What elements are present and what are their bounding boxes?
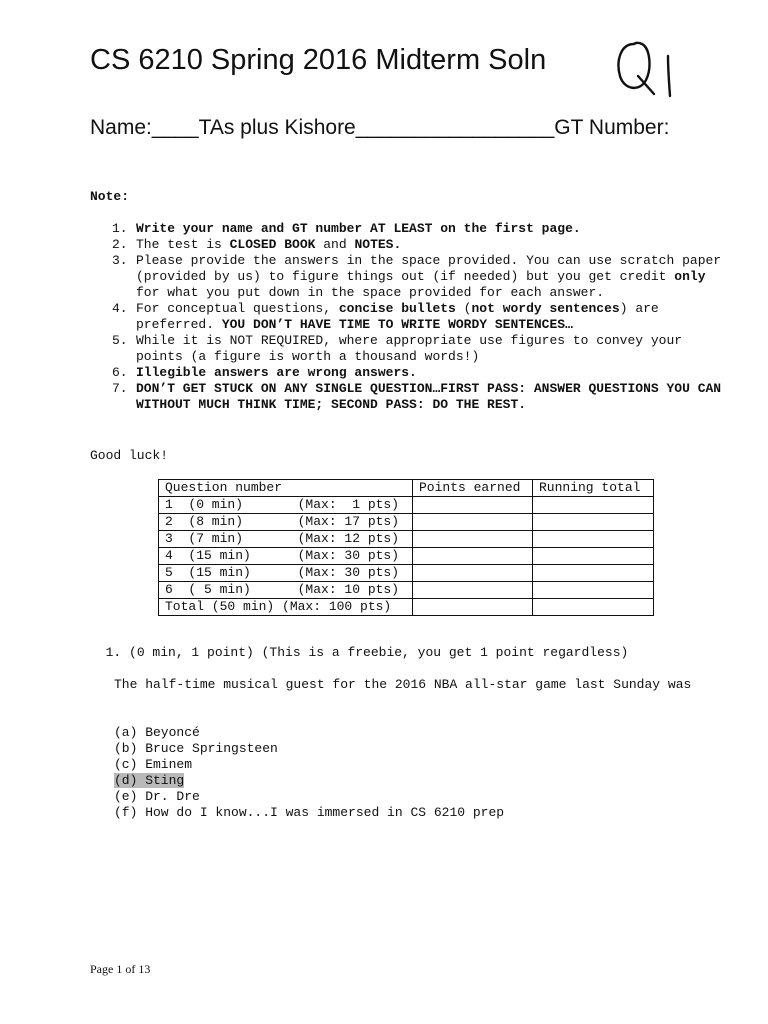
note-text-bold: DON’T GET STUCK ON ANY SINGLE QUESTION…FIRST PASS: ANSWER QUESTIONS YOU CAN WITHOUT MUCH THINK TIME; SECOND PASS: DO THE REST.	[136, 381, 722, 412]
table-row	[159, 531, 654, 548]
question-cell: 5 (15 min) (Max: 30 pts)	[159, 565, 413, 582]
note-text-bold: YOU DON’T HAVE TIME TO WRITE WORDY SENTENCES…	[221, 317, 573, 332]
header-points-earned: Points earned	[413, 480, 533, 497]
note-item	[112, 221, 726, 237]
note-item-number: 1.	[112, 221, 128, 236]
header-question-number: Question number	[159, 480, 413, 497]
note-text-bold: Illegible answers are wrong answers.	[136, 365, 417, 380]
handwritten-q1-mark	[612, 36, 678, 102]
points-earned-cell	[413, 497, 533, 514]
score-table-header-row	[159, 480, 654, 497]
note-item-text	[136, 301, 726, 333]
note-text: The test is	[136, 237, 230, 252]
name-line: Name:____TAs plus Kishore_________________GT Number:	[90, 116, 670, 139]
note-item-text	[136, 221, 726, 237]
answer-option	[90, 725, 691, 741]
note-item-text	[136, 333, 726, 365]
answer-option-text: (d) Sting	[114, 773, 185, 788]
page-title: CS 6210 Spring 2016 Midterm Soln	[90, 44, 547, 76]
answer-option	[90, 789, 691, 805]
answer-option	[90, 757, 691, 773]
running-total-cell	[533, 599, 654, 616]
note-item	[112, 253, 726, 301]
answer-option-text: (b) Bruce Springsteen	[114, 741, 278, 756]
question-cell: Total (50 min) (Max: 100 pts)	[159, 599, 413, 616]
question-1-header: 1. (0 min, 1 point) (This is a freebie, you get 1 point regardless)	[105, 645, 629, 660]
answer-option	[90, 741, 691, 757]
note-item-number: 6.	[112, 365, 128, 380]
running-total-cell	[533, 548, 654, 565]
question-1-options	[90, 725, 691, 821]
note-item-number: 4.	[112, 301, 128, 316]
note-item-text	[136, 253, 726, 301]
table-row	[159, 599, 654, 616]
note-text-bold: CLOSED BOOK	[229, 237, 316, 252]
question-cell: 2 (8 min) (Max: 17 pts)	[159, 514, 413, 531]
table-row	[159, 497, 654, 514]
score-table	[158, 479, 654, 616]
running-total-cell	[533, 531, 654, 548]
note-text-bold: only	[674, 269, 706, 284]
points-earned-cell	[413, 565, 533, 582]
note-item	[112, 237, 726, 253]
note-text-bold: NOTES.	[354, 237, 402, 252]
header-running-total: Running total	[533, 480, 654, 497]
note-item-text	[136, 365, 726, 381]
note-item	[112, 301, 726, 333]
note-item	[112, 365, 726, 381]
note-item-text	[136, 237, 726, 253]
note-text: For conceptual questions,	[136, 301, 339, 316]
answer-option-text: (e) Dr. Dre	[114, 789, 200, 804]
answer-option-text: (f) How do I know...I was immersed in CS 6210 prep	[114, 805, 505, 820]
note-text: While it is NOT REQUIRED, where appropriate use figures to convey your points (a figure is worth a thousand words!)	[136, 333, 683, 364]
note-item	[112, 381, 726, 413]
running-total-cell	[533, 582, 654, 599]
note-text: (	[455, 301, 472, 316]
running-total-cell	[533, 497, 654, 514]
answer-option-text: (a) Beyoncé	[114, 725, 200, 740]
answer-option	[90, 805, 691, 821]
note-item-number: 5.	[112, 333, 128, 348]
note-text: Please provide the answers in the space provided. You can use scratch paper (provided by us) to figure things out (if needed) but you get credit	[136, 253, 722, 284]
running-total-cell	[533, 514, 654, 531]
points-earned-cell	[413, 582, 533, 599]
points-earned-cell	[413, 514, 533, 531]
question-1	[90, 629, 691, 837]
points-earned-cell	[413, 531, 533, 548]
note-label: Note:	[90, 189, 130, 204]
page-number: Page 1 of 13	[90, 962, 151, 976]
table-row	[159, 582, 654, 599]
question-cell: 1 (0 min) (Max: 1 pts)	[159, 497, 413, 514]
answer-option-text: (c) Eminem	[114, 757, 193, 772]
good-luck-text: Good luck!	[90, 448, 169, 463]
question-1-prompt: The half-time musical guest for the 2016 NBA all-star game last Sunday was	[114, 677, 692, 692]
note-text: ) are preferred.	[136, 301, 659, 332]
question-cell: 4 (15 min) (Max: 30 pts)	[159, 548, 413, 565]
note-item-number: 2.	[112, 237, 128, 252]
note-text: for what you put down in the space provided for each answer.	[136, 285, 605, 300]
question-cell: 6 ( 5 min) (Max: 10 pts)	[159, 582, 413, 599]
note-text-bold: not wordy sentences	[471, 301, 620, 316]
note-text: and	[315, 237, 355, 252]
note-list	[112, 221, 726, 413]
table-row	[159, 514, 654, 531]
note-text-bold: concise bullets	[338, 301, 456, 316]
points-earned-cell	[413, 548, 533, 565]
note-text-bold: Write your name and GT number AT LEAST on the first page.	[136, 221, 581, 236]
table-row	[159, 565, 654, 582]
answer-option-selected	[90, 773, 691, 789]
note-item-number: 3.	[112, 253, 128, 268]
note-item-text	[136, 381, 726, 413]
note-item	[112, 333, 726, 365]
question-cell: 3 (7 min) (Max: 12 pts)	[159, 531, 413, 548]
table-row	[159, 548, 654, 565]
running-total-cell	[533, 565, 654, 582]
points-earned-cell	[413, 599, 533, 616]
note-item-number: 7.	[112, 381, 128, 396]
